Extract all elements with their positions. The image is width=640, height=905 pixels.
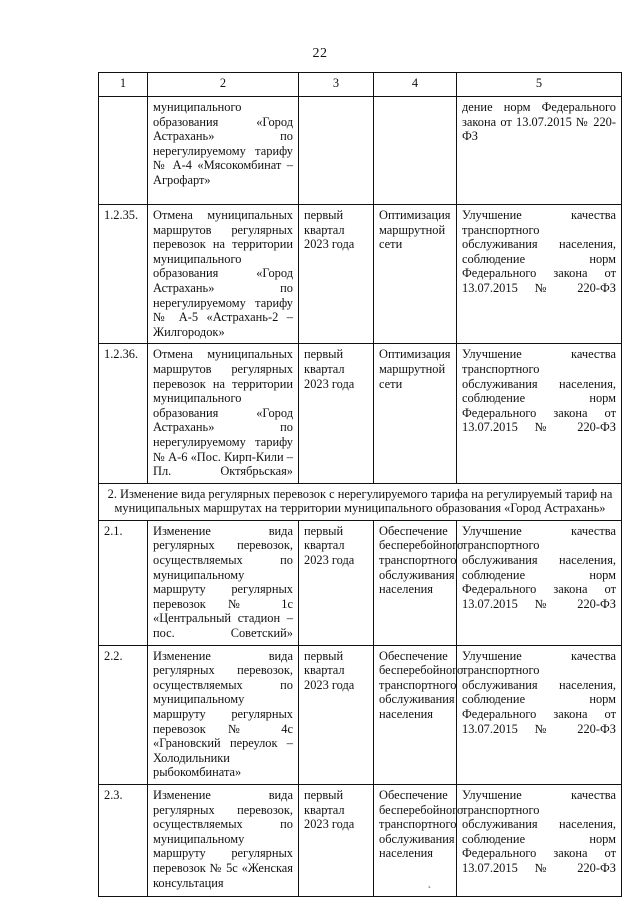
header-col-2: 2 — [148, 73, 299, 97]
row-term: первый квартал 2023 года — [299, 344, 374, 483]
row-result: Улучшение качества транспортного обслуживания населения, соблюдение норм Федерального закона от 13.07.2015 № 220-ФЗ — [457, 344, 622, 483]
header-col-3: 3 — [299, 73, 374, 97]
row-term: первый квартал 2023 года — [299, 645, 374, 784]
row-result: Улучшение качества транспортного обслуживания населения, соблюдение норм Федерального закона от 13.07.2015 № 220-ФЗ — [457, 205, 622, 344]
header-col-1: 1 — [99, 73, 148, 97]
row-number: 2.2. — [99, 645, 148, 784]
row-term — [299, 97, 374, 205]
row-number: 2.3. — [99, 784, 148, 896]
row-goal: Обеспечение бесперебойного транспортного обслуживания населения — [374, 784, 457, 896]
table-row — [99, 520, 622, 645]
row-result: Улучшение качества транспортного обслуживания населения, соблюдение норм Федерального закона от 13.07.2015 № 220-ФЗ — [457, 784, 622, 896]
row-description: Изменение вида регулярных перевозок, осуществляемых по муниципальному маршруту регулярных перевозок № 4с «Грановский переулок – Холодильники рыбокомбината» — [148, 645, 299, 784]
plan-table — [98, 72, 622, 897]
row-description: Изменение вида регулярных перевозок, осуществляемых по муниципальному маршруту регулярных перевозок № 5с «Женская консультация — [148, 784, 299, 896]
row-number: 1.2.35. — [99, 205, 148, 344]
table-row — [99, 344, 622, 483]
section-heading-row — [99, 483, 622, 520]
table-row — [99, 205, 622, 344]
row-term: первый квартал 2023 года — [299, 520, 374, 645]
table-header-row — [99, 73, 622, 97]
row-term: первый квартал 2023 года — [299, 205, 374, 344]
row-description: муниципального образования «Город Астрахань» по нерегулируемому тарифу № А-4 «Мясокомбинат – Агрофарт» — [148, 97, 299, 205]
row-term: первый квартал 2023 года — [299, 784, 374, 896]
row-description: Отмена муниципальных маршрутов регулярных перевозок на территории муниципального образования «Город Астрахань» по нерегулируемому тарифу № А-6 «Пос. Кирп-Кили – Пл. Октябрьская» — [148, 344, 299, 483]
row-result: дение норм Федерального закона от 13.07.2015 № 220-ФЗ — [457, 97, 622, 205]
table-row — [99, 97, 622, 205]
header-col-5: 5 — [457, 73, 622, 97]
header-col-4: 4 — [374, 73, 457, 97]
row-goal — [374, 97, 457, 205]
row-goal: Оптимизация маршрутной сети — [374, 344, 457, 483]
row-goal: Оптимизация маршрутной сети — [374, 205, 457, 344]
scan-speck: ˛ — [428, 878, 432, 889]
row-description: Отмена муниципальных маршрутов регулярных перевозок на территории муниципального образования «Город Астрахань» по нерегулируемому тарифу № А-5 «Астрахань-2 – Жилгородок» — [148, 205, 299, 344]
row-result: Улучшение качества транспортного обслуживания населения, соблюдение норм Федерального закона от 13.07.2015 № 220-ФЗ — [457, 645, 622, 784]
row-number: 1.2.36. — [99, 344, 148, 483]
row-number: 2.1. — [99, 520, 148, 645]
table-row — [99, 645, 622, 784]
row-result: Улучшение качества транспортного обслуживания населения, соблюдение норм Федерального закона от 13.07.2015 № 220-ФЗ — [457, 520, 622, 645]
page-number: 22 — [312, 46, 328, 61]
row-number — [99, 97, 148, 205]
row-goal: Обеспечение бесперебойного транспортного обслуживания населения — [374, 520, 457, 645]
row-description: Изменение вида регулярных перевозок, осуществляемых по муниципальному маршруту регулярных перевозок № 1с «Центральный стадион – пос. Советский» — [148, 520, 299, 645]
table-row — [99, 784, 622, 896]
row-goal: Обеспечение бесперебойного транспортного обслуживания населения — [374, 645, 457, 784]
section-title: 2. Изменение вида регулярных перевозок с нерегулируемого тарифа на регулируемый тариф на муниципальных маршрутах на территории муниципального образования «Город Астрахань» — [99, 483, 622, 520]
